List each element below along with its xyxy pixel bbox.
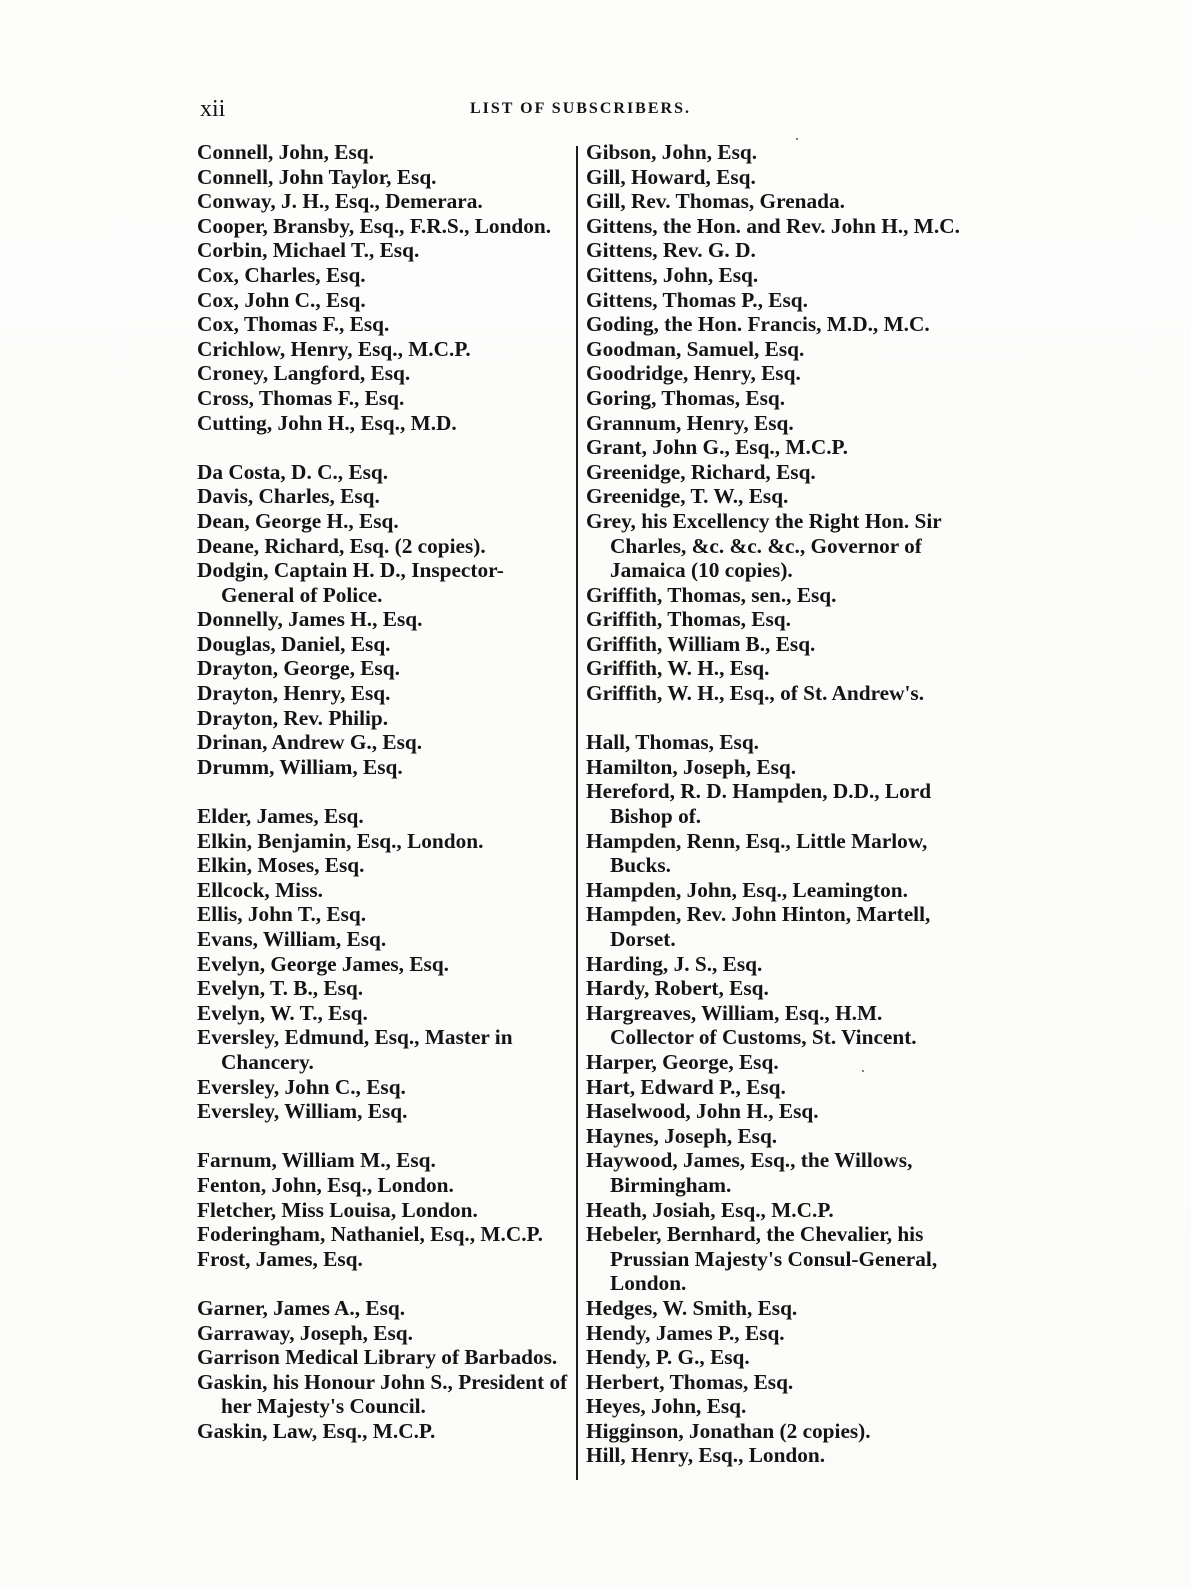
subscriber-entry: Gittens, the Hon. and Rev. John H., M.C. xyxy=(586,213,960,238)
subscriber-entry: Dodgin, Captain H. D., Inspector-General of Police. xyxy=(197,558,504,607)
subscriber-entry: Drumm, William, Esq. xyxy=(197,754,403,779)
subscriber-entry: Douglas, Daniel, Esq. xyxy=(197,631,391,656)
subscriber-entry: Griffith, W. H., Esq., of St. Andrew's. xyxy=(586,681,925,706)
subscriber-entry: Evelyn, T. B., Esq. xyxy=(197,976,364,1001)
subscriber-entry: Drayton, Rev. Philip. xyxy=(197,705,389,730)
subscriber-entry: Cox, Thomas F., Esq. xyxy=(197,312,390,337)
subscriber-entry: Harding, J. S., Esq. xyxy=(586,951,763,976)
subscriber-entry: Eversley, Edmund, Esq., Master in Chancery. xyxy=(197,1025,513,1074)
print-speck xyxy=(862,1070,864,1072)
subscriber-entry: Cross, Thomas F., Esq. xyxy=(197,385,405,410)
subscriber-entry: Cooper, Bransby, Esq., F.R.S., London. xyxy=(197,213,552,238)
subscriber-entry: Crichlow, Henry, Esq., M.C.P. xyxy=(197,336,471,361)
subscriber-entry: Drinan, Andrew G., Esq. xyxy=(197,730,423,755)
subscriber-entry: Fletcher, Miss Louisa, London. xyxy=(197,1197,478,1222)
subscriber-entry: Drayton, Henry, Esq. xyxy=(197,681,391,706)
subscriber-entry: Griffith, William B., Esq. xyxy=(586,631,816,656)
subscriber-entry: Farnum, William M., Esq. xyxy=(197,1148,436,1173)
subscriber-entry: Hebeler, Bernhard, the Chevalier, his Prussian Majesty's Consul-General, London. xyxy=(586,1222,938,1296)
subscriber-entry: Hill, Henry, Esq., London. xyxy=(586,1443,826,1468)
subscriber-entry: Evelyn, W. T., Esq. xyxy=(197,1000,368,1025)
right-column xyxy=(586,140,969,1468)
subscriber-entry: Cox, John C., Esq. xyxy=(197,287,366,312)
subscriber-entry: Cutting, John H., Esq., M.D. xyxy=(197,410,457,435)
section-gap xyxy=(197,779,569,804)
subscriber-entry: Hereford, R. D. Hampden, D.D., Lord Bishop of. xyxy=(586,779,932,829)
page-number: xii xyxy=(200,96,226,122)
subscriber-entry: Dean, George H., Esq. xyxy=(197,508,399,533)
subscriber-entry: Garrison Medical Library of Barbados. xyxy=(197,1345,558,1370)
subscriber-entry: Hendy, James P., Esq. xyxy=(586,1320,785,1345)
subscriber-entry: Gittens, Thomas P., Esq. xyxy=(586,287,808,312)
subscriber-entry: Evelyn, George James, Esq. xyxy=(197,951,449,976)
subscriber-entry: Garraway, Joseph, Esq. xyxy=(197,1320,413,1345)
subscriber-entry: Elkin, Moses, Esq. xyxy=(197,853,365,878)
subscriber-entry: Hart, Edward P., Esq. xyxy=(586,1074,786,1099)
subscriber-entry: Gittens, John, Esq. xyxy=(586,262,759,287)
print-speck xyxy=(796,138,798,140)
subscriber-entry: Elder, James, Esq. xyxy=(197,804,364,829)
page-header xyxy=(200,96,970,126)
section-gap xyxy=(197,1271,569,1296)
subscriber-entry: Hampden, Rev. John Hinton, Martell, Dorset. xyxy=(586,902,931,951)
left-column xyxy=(197,140,569,1443)
subscriber-entry: Donnelly, James H., Esq. xyxy=(197,607,423,632)
running-head: LIST OF SUBSCRIBERS. xyxy=(470,100,691,117)
subscriber-entry: Davis, Charles, Esq. xyxy=(197,484,380,509)
subscriber-entry: Drayton, George, Esq. xyxy=(197,656,400,681)
subscriber-entry: Grannum, Henry, Esq. xyxy=(586,410,794,435)
subscriber-entry: Hendy, P. G., Esq. xyxy=(586,1345,750,1370)
subscriber-entry: Goodridge, Henry, Esq. xyxy=(586,361,801,386)
subscriber-entry: Hardy, Robert, Esq. xyxy=(586,976,769,1001)
subscriber-entry: Haywood, James, Esq., the Willows, Birmingham. xyxy=(586,1148,913,1197)
subscriber-entry: Goring, Thomas, Esq. xyxy=(586,385,786,410)
subscriber-entry: Gittens, Rev. G. D. xyxy=(586,238,756,263)
subscriber-entry: Haynes, Joseph, Esq. xyxy=(586,1123,778,1148)
subscriber-entry: Deane, Richard, Esq. (2 copies). xyxy=(197,533,486,558)
subscriber-entry: Fenton, John, Esq., London. xyxy=(197,1172,454,1197)
section-gap xyxy=(586,706,969,731)
subscriber-entry: Foderingham, Nathaniel, Esq., M.C.P. xyxy=(197,1222,543,1247)
subscriber-entry: Grant, John G., Esq., M.C.P. xyxy=(586,435,848,460)
subscriber-entry: Griffith, W. H., Esq. xyxy=(586,656,770,681)
subscriber-entry: Croney, Langford, Esq. xyxy=(197,361,411,386)
subscriber-entry: Harper, George, Esq. xyxy=(586,1049,779,1074)
subscriber-entry: Gaskin, his Honour John S., President of her Majesty's Council. xyxy=(197,1369,568,1419)
subscriber-entry: Evans, William, Esq. xyxy=(197,927,387,951)
subscriber-entry: Gaskin, Law, Esq., M.C.P. xyxy=(197,1418,436,1443)
subscriber-entry: Goding, the Hon. Francis, M.D., M.C. xyxy=(586,312,930,337)
subscriber-entry: Ellcock, Miss. xyxy=(197,877,324,902)
subscriber-entry: Grey, his Excellency the Right Hon. Sir Charles, &c. &c. &c., Governor of Jamaica (10 copies). xyxy=(586,508,942,583)
subscriber-entry: Eversley, William, Esq. xyxy=(197,1099,408,1124)
subscriber-entry: Gibson, John, Esq. xyxy=(586,140,758,164)
column-divider xyxy=(576,146,578,1480)
subscriber-entry: Goodman, Samuel, Esq. xyxy=(586,336,805,361)
subscriber-entry: Eversley, John C., Esq. xyxy=(197,1074,406,1099)
section-gap xyxy=(197,1124,569,1149)
subscriber-entry: Haselwood, John H., Esq. xyxy=(586,1099,819,1124)
subscriber-entry: Hampden, Renn, Esq., Little Marlow, Bucks. xyxy=(586,828,928,878)
subscriber-entry: Da Costa, D. C., Esq. xyxy=(197,459,389,484)
subscriber-entry: Gill, Rev. Thomas, Grenada. xyxy=(586,189,845,214)
subscriber-entry: Griffith, Thomas, Esq. xyxy=(586,607,791,632)
subscriber-entry: Hargreaves, William, Esq., H.M. Collector of Customs, St. Vincent. xyxy=(586,1000,917,1050)
subscriber-entry: Heath, Josiah, Esq., M.C.P. xyxy=(586,1197,834,1222)
subscriber-entry: Frost, James, Esq. xyxy=(197,1246,363,1271)
subscriber-entry: Hampden, John, Esq., Leamington. xyxy=(586,877,908,902)
section-gap xyxy=(197,435,569,460)
subscriber-entry: Garner, James A., Esq. xyxy=(197,1295,406,1320)
subscriber-entry: Greenidge, Richard, Esq. xyxy=(586,459,816,484)
subscriber-entry: Connell, John, Esq. xyxy=(197,140,374,164)
subscriber-entry: Cox, Charles, Esq. xyxy=(197,262,366,287)
subscriber-entry: Hall, Thomas, Esq. xyxy=(586,730,759,755)
subscriber-entry: Gill, Howard, Esq. xyxy=(586,164,756,189)
subscriber-entry: Higginson, Jonathan (2 copies). xyxy=(586,1418,871,1443)
subscriber-entry: Connell, John Taylor, Esq. xyxy=(197,164,437,189)
subscriber-entry: Hedges, W. Smith, Esq. xyxy=(586,1295,798,1320)
subscriber-entry: Elkin, Benjamin, Esq., London. xyxy=(197,828,484,853)
subscriber-entry: Griffith, Thomas, sen., Esq. xyxy=(586,582,837,607)
subscriber-entry: Heyes, John, Esq. xyxy=(586,1394,747,1419)
subscriber-entry: Herbert, Thomas, Esq. xyxy=(586,1369,794,1394)
subscriber-entry: Corbin, Michael T., Esq. xyxy=(197,238,420,263)
subscriber-entry: Greenidge, T. W., Esq. xyxy=(586,484,789,509)
subscriber-entry: Hamilton, Joseph, Esq. xyxy=(586,754,797,779)
subscriber-entry: Conway, J. H., Esq., Demerara. xyxy=(197,189,483,214)
subscriber-entry: Ellis, John T., Esq. xyxy=(197,902,367,927)
